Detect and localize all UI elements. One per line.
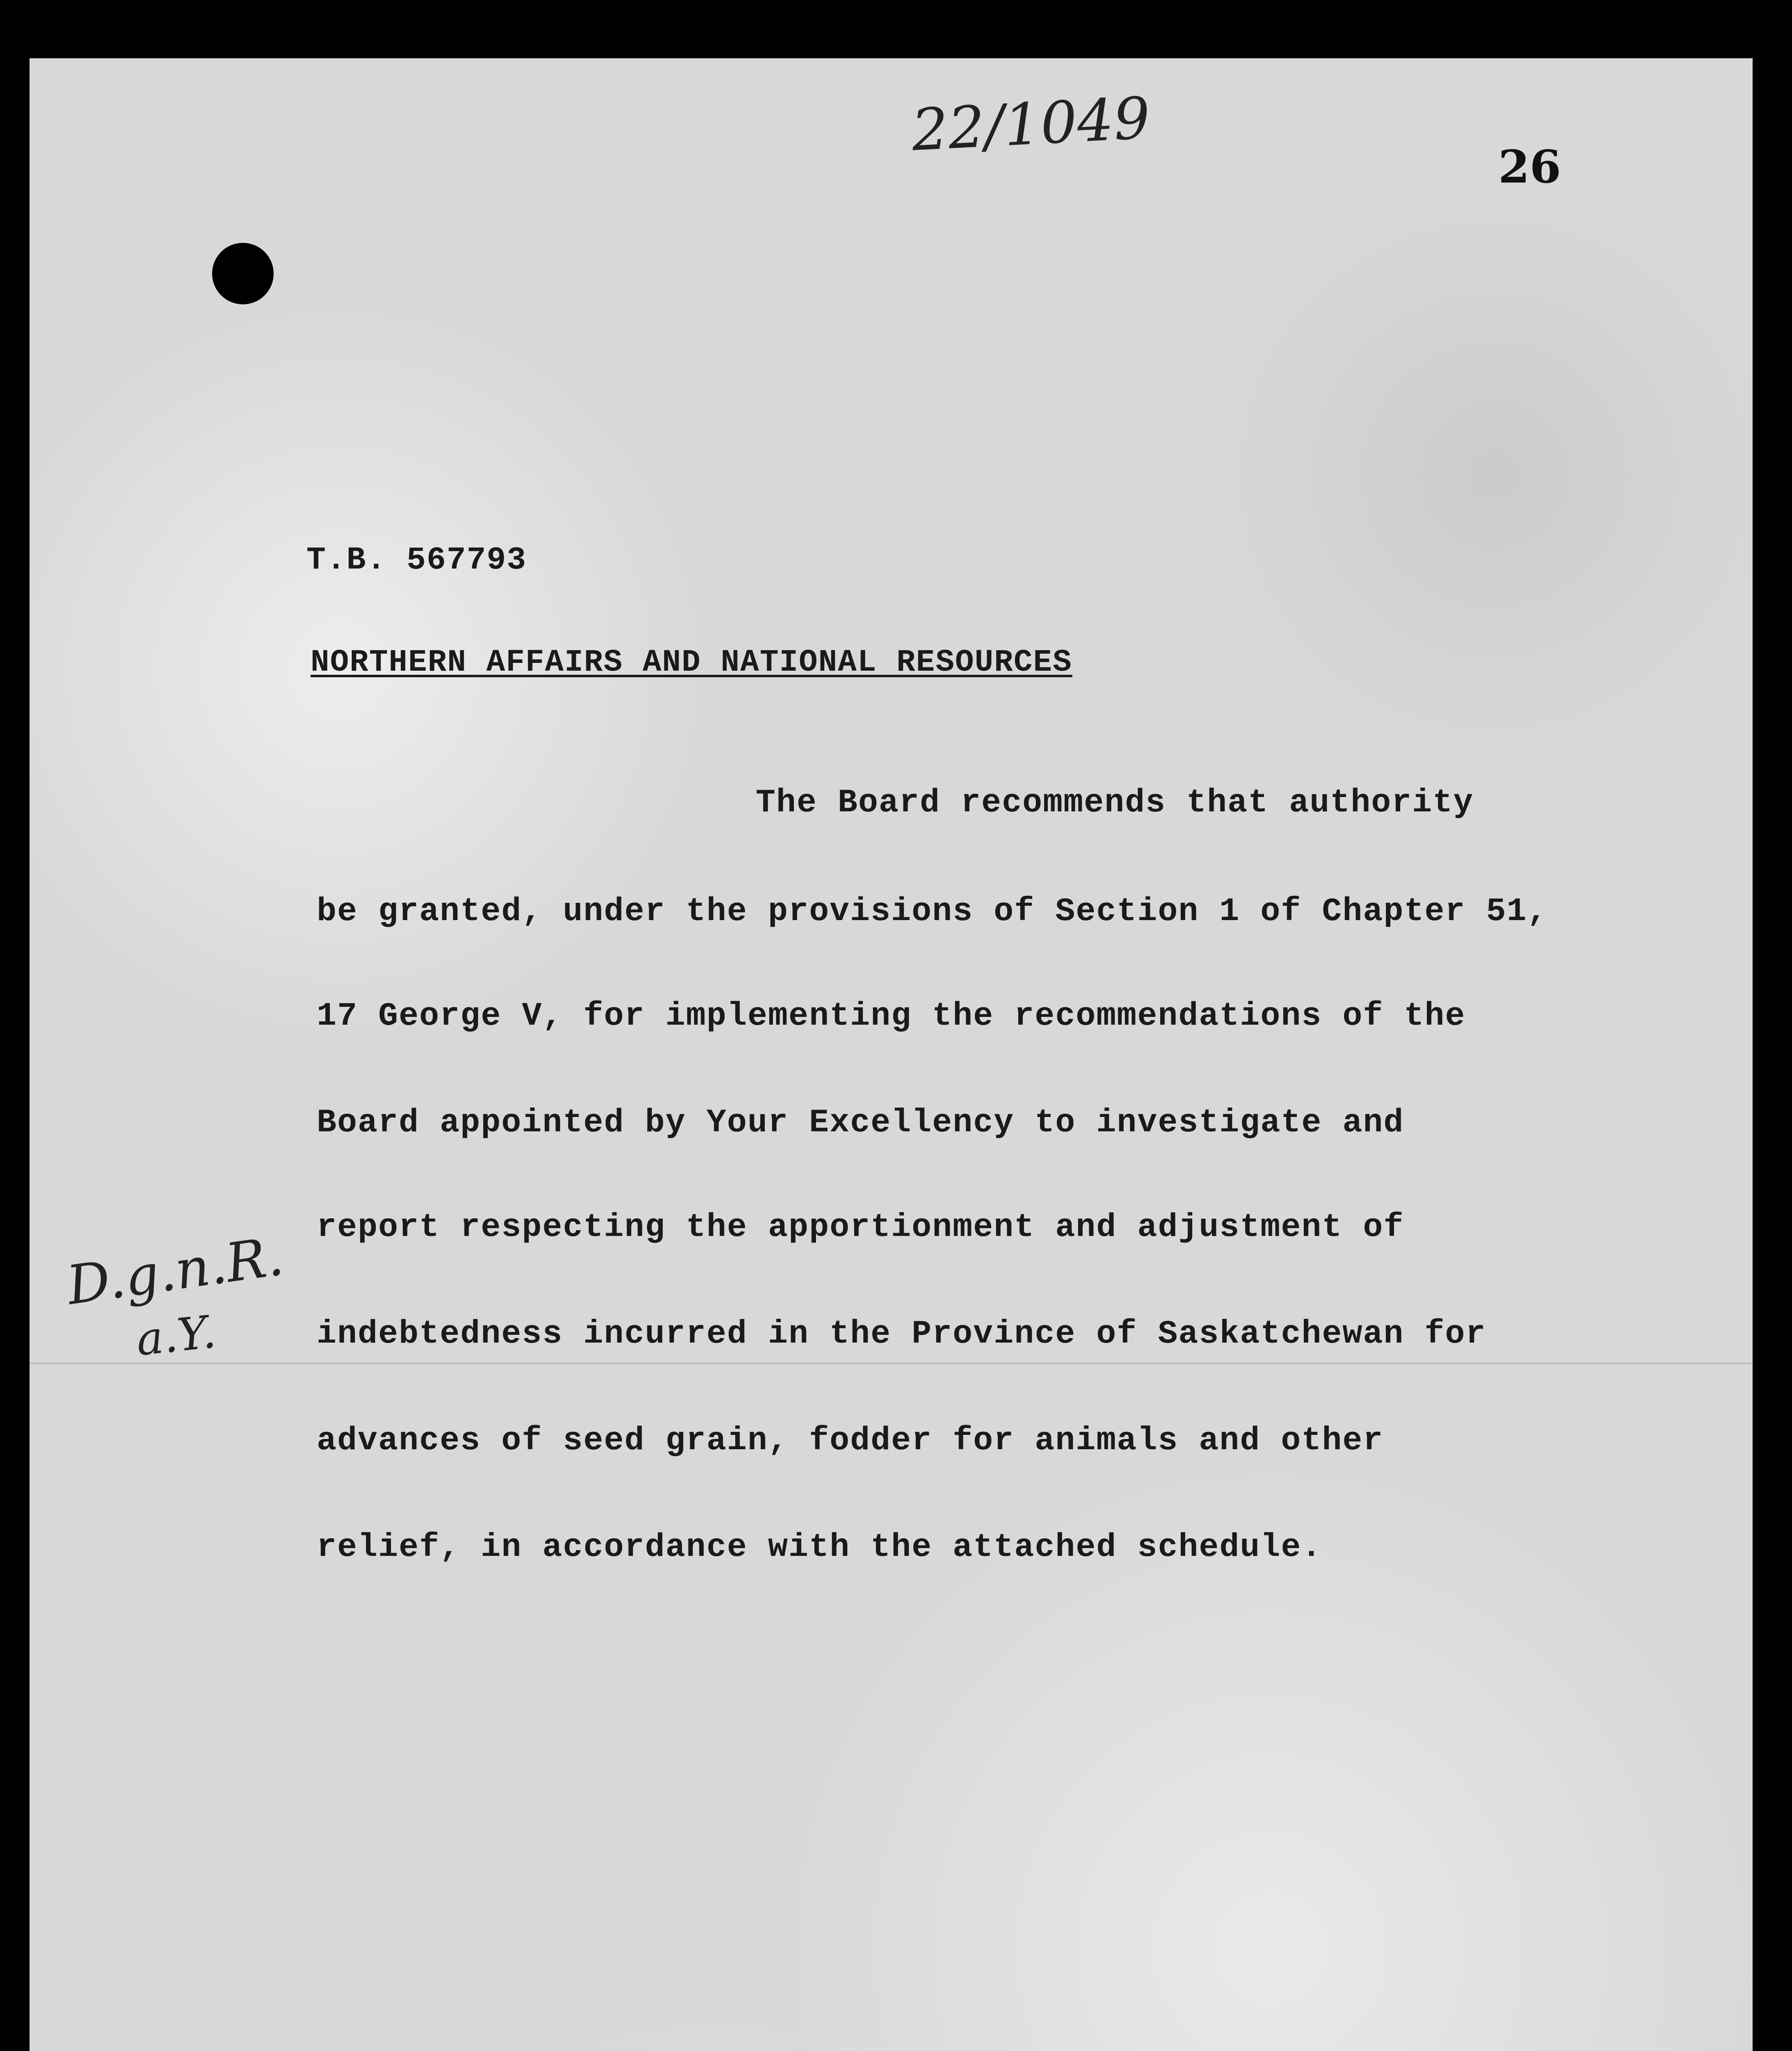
department-heading: NORTHERN AFFAIRS AND NATIONAL RESOURCES [311, 645, 1072, 680]
body-line: advances of seed grain, fodder for animals and other [317, 1422, 1384, 1459]
body-line: Board appointed by Your Excellency to investigate and [317, 1104, 1404, 1142]
body-line: The Board recommends that authority [756, 784, 1474, 822]
body-line: relief, in accordance with the attached schedule. [317, 1529, 1322, 1566]
margin-note: D.g.n.R. [63, 1224, 287, 1317]
body-line: indebtedness incurred in the Province of Saskatchewan for [317, 1316, 1486, 1353]
document-page [30, 58, 1753, 2051]
punch-hole [212, 243, 274, 304]
page-number: 26 [1498, 140, 1561, 193]
handwritten-file-number: 22/1049 [910, 85, 1152, 164]
fold-line [30, 1363, 1753, 1364]
body-line: report respecting the apportionment and adjustment of [317, 1209, 1404, 1246]
margin-note: a.Y. [133, 1305, 219, 1366]
body-line: be granted, under the provisions of Section 1 of Chapter 51, [317, 893, 1548, 930]
treasury-board-reference: T.B. 567793 [306, 542, 527, 578]
body-line: 17 George V, for implementing the recommendations of the [317, 998, 1466, 1035]
